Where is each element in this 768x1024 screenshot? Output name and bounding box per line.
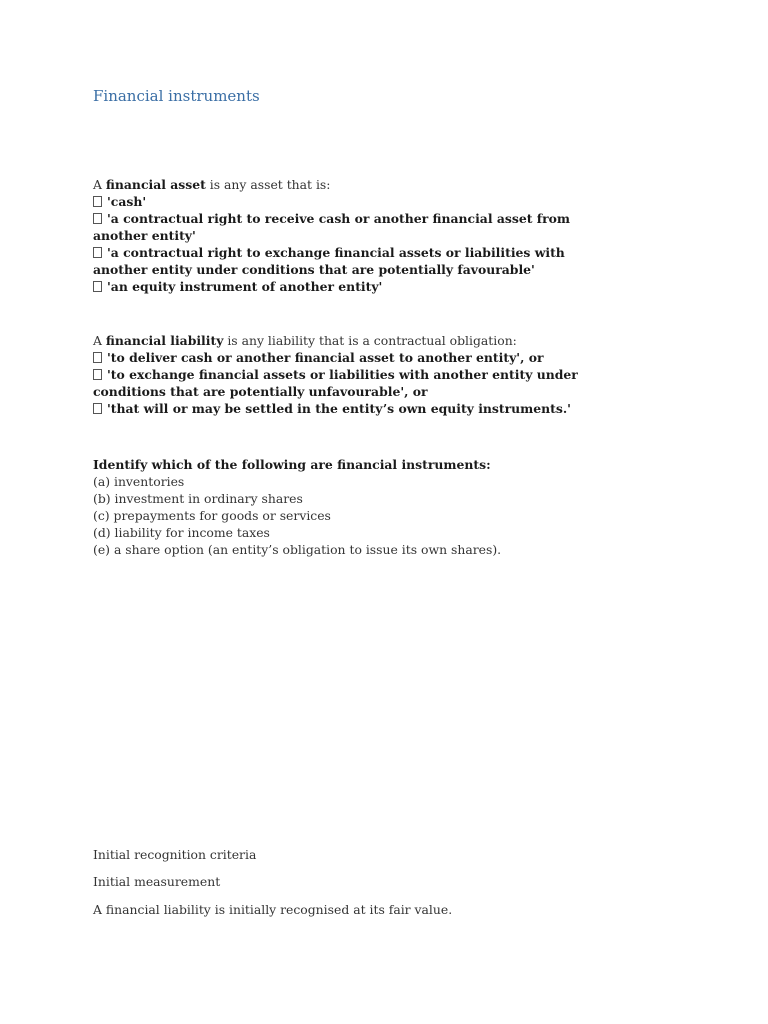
asset-item-text: 'cash' <box>107 194 147 209</box>
asset-item-continuation: another entity' <box>93 228 196 243</box>
liability-intro <box>93 332 563 349</box>
asset-item <box>93 278 563 295</box>
liability-term: financial liability <box>105 333 224 348</box>
question-option: (d) liability for income taxes <box>93 525 270 540</box>
asset-intro <box>93 176 563 193</box>
bullet-box-icon <box>93 352 102 363</box>
question-option: (c) prepayments for goods or services <box>93 508 331 523</box>
bullet-box-icon <box>93 403 102 414</box>
financial-asset-definition <box>93 176 570 295</box>
bullet-box-icon <box>93 247 102 258</box>
question-section <box>93 456 563 558</box>
asset-item <box>93 210 570 227</box>
initial-measurement-heading: Initial measurement <box>93 874 221 889</box>
liability-item <box>93 400 571 417</box>
financial-liability-definition <box>93 332 578 417</box>
liability-intro-prefix: A <box>93 333 106 348</box>
asset-intro-prefix: A <box>93 177 106 192</box>
asset-item-text: 'an equity instrument of another entity' <box>107 279 383 294</box>
liability-item-text: 'to deliver cash or another financial asset to another entity', or <box>107 350 544 365</box>
liability-intro-suffix: is any liability that is a contractual obligation: <box>223 333 517 348</box>
asset-item <box>93 244 563 261</box>
question-option: (a) inventories <box>93 474 185 489</box>
bullet-box-icon <box>93 369 102 380</box>
question-prompt: Identify which of the following are financial instruments: <box>93 457 491 472</box>
liability-item <box>93 366 578 383</box>
bullet-box-icon <box>93 213 102 224</box>
liability-item-text: 'that will or may be settled in the entity’s own equity instruments.' <box>107 401 571 416</box>
asset-item-text: 'a contractual right to exchange financial assets or liabilities with <box>107 245 565 260</box>
asset-intro-suffix: is any asset that is: <box>205 177 331 192</box>
liability-item <box>93 349 563 366</box>
page-title: Financial instruments <box>93 87 260 105</box>
bullet-box-icon <box>93 196 102 207</box>
initial-recognition-heading: Initial recognition criteria <box>93 847 257 862</box>
bullet-box-icon <box>93 281 102 292</box>
asset-term: financial asset <box>105 177 206 192</box>
question-option: (b) investment in ordinary shares <box>93 491 303 506</box>
asset-item <box>93 193 563 210</box>
liability-item-text: 'to exchange financial assets or liabilities with another entity under <box>107 367 578 382</box>
question-option: (e) a share option (an entity’s obligation to issue its own shares). <box>93 542 502 557</box>
asset-item-text: 'a contractual right to receive cash or another financial asset from <box>107 211 570 226</box>
asset-item-continuation: another entity under conditions that are potentially favourable' <box>93 262 535 277</box>
liability-item-continuation: conditions that are potentially unfavourable', or <box>93 384 428 399</box>
initial-measurement-text: A financial liability is initially recognised at its fair value. <box>93 902 453 917</box>
